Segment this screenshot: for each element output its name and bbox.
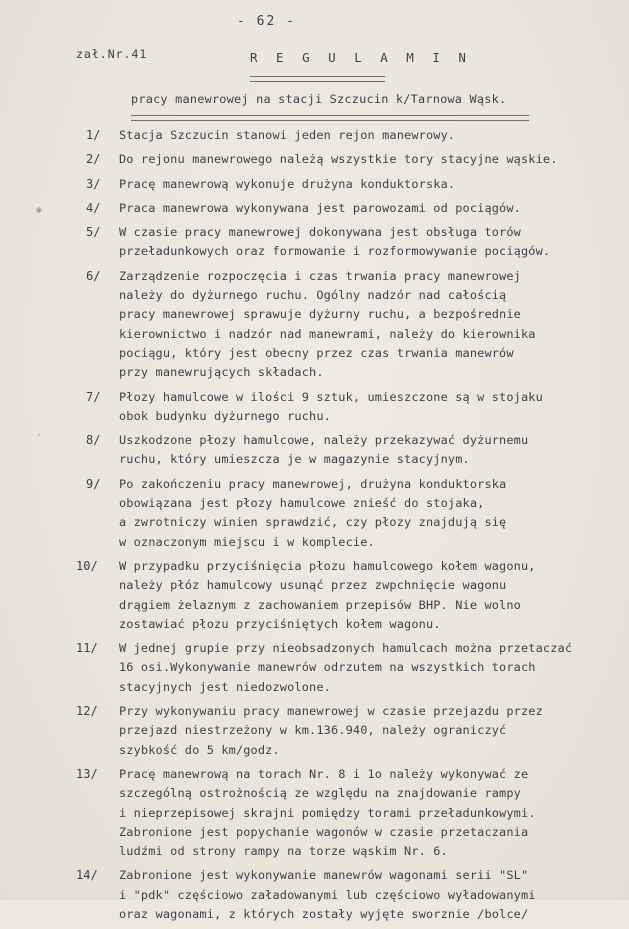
item-number: 3/ [86, 176, 101, 191]
item-text-line: W czasie pracy manewrowej dokonywana jest obsługa torów [119, 225, 521, 240]
document-subtitle: pracy manewrowej na stacji Szczucin k/Tarnowa Wąsk. [131, 92, 507, 106]
regulation-item [0, 475, 629, 552]
document-title: R E G U L A M I N [250, 50, 472, 65]
item-spacer [0, 924, 629, 929]
margin-mark: · [36, 430, 43, 441]
item-text-line: szybkość do 5 km/godz. [119, 742, 280, 757]
item-text-line: ludźmi od strony rampy na torze wąskim Nr. 6. [119, 844, 448, 859]
item-text-line: obowiązana jest płozy hamulcowe znieść do stojaka, [119, 496, 485, 511]
item-text-line: pociągu, który jest obecny przez czas trwania manewrów [119, 345, 514, 360]
regulation-item [0, 388, 629, 427]
item-text-line: W przypadku przyciśnięcia płozu hamulcowego kołem wagonu, [119, 558, 536, 573]
item-text-line: szczególną ostrożnością ze względu na znajdowanie rampy [119, 786, 521, 801]
item-text-line: obok budynku dyżurnego ruchu. [119, 408, 331, 423]
item-text-line: ruchu, który umieszcza je w magazynie stacyjnym. [119, 452, 470, 467]
item-text-line: kierownictwo i nadzór nad manewrami, należy do kierownika [119, 326, 536, 341]
regulation-item [0, 267, 629, 383]
item-number: 14/ [76, 868, 98, 883]
item-number: 5/ [86, 225, 101, 240]
item-text-line: należy do dyżurnego ruchu. Ogólny nadzór nad całością [119, 288, 507, 303]
item-text-line: i nieprzepisowej skrajni pomiędzy torami przeładunkowymi. [119, 805, 536, 820]
item-text-line: Stacja Szczucin stanowi jeden rejon manewrowy. [119, 128, 456, 142]
item-text-line: Do rejonu manewrowego należą wszystkie tory stacyjne wąskie. [119, 152, 558, 167]
item-text-line: zostawiać płozu przyciśniętych kołem wagonu. [119, 616, 441, 631]
item-number: 4/ [86, 200, 101, 215]
regulation-item [0, 150, 629, 169]
item-number: 9/ [86, 476, 101, 491]
item-text-line: przeładunkowych oraz formowanie i rozformowywanie pociągów. [119, 244, 551, 259]
item-number: 11/ [76, 641, 98, 656]
regulation-item [0, 557, 629, 634]
item-text-line: Przy wykonywaniu pracy manewrowej w czasie przejazdu przez [119, 704, 543, 719]
item-text-line: Praca manewrowa wykonywana jest parowozami od pociągów. [119, 200, 521, 215]
item-text-line: Uszkodzone płozy hamulcowe, należy przekazywać dyżurnemu [119, 433, 529, 448]
item-text-line: Zabronione jest wykonywanie manewrów wagonami serii "SL" [119, 868, 529, 883]
title-underline [250, 76, 385, 82]
item-text-line: Zarządzenie rozpoczęcia i czas trwania pracy manewrowej [119, 268, 521, 283]
regulation-item [0, 199, 629, 218]
attachment-number: zał.Nr.41 [76, 47, 148, 61]
item-text-line: 16 osi.Wykonywanie manewrów odrzutem na wszystkich torach [119, 660, 536, 675]
item-text-line: w oznaczonym miejscu i w komplecie. [119, 534, 375, 549]
item-text-line: i "pdk" częściowo załadowanymi lub częściowo wyładowanymi [119, 887, 536, 902]
item-number: 8/ [86, 433, 101, 448]
item-number: 12/ [76, 704, 98, 719]
item-text-line: należy płóz hamulcowy usunąć przez zwpchnięcie wagonu [119, 578, 507, 593]
regulation-item [0, 175, 629, 194]
regulation-item [0, 126, 629, 145]
regulation-item [0, 639, 629, 697]
item-text-line: Pracę manewrową na torach Nr. 8 i 1o należy wykonywać ze [119, 766, 529, 781]
item-text-line: pracy manewrowej sprawuje dyżurny ruchu, a bezpośrednie [119, 307, 521, 322]
item-number: 1/ [86, 128, 101, 142]
item-text-line: Pracę manewrową wykonuje drużyna konduktorska. [119, 176, 456, 191]
item-number: 10/ [76, 558, 98, 573]
item-text-line: przy manewrujących składach. [119, 365, 324, 380]
item-text-line: drągiem żelaznym z zachowaniem przepisów BHP. Nie wolno [119, 597, 521, 612]
item-text-line: oraz wagonami, z których zostały wyjęte sworznie /bolce/ [119, 906, 529, 921]
regulation-item [0, 765, 629, 861]
item-text-line: Po zakończeniu pracy manewrowej, drużyna konduktorska [119, 476, 507, 491]
item-text-line: W jednej grupie przy nieobsadzonych hamulcach można przetaczać [119, 641, 573, 656]
item-text-line: a zwrotniczy winien sprawdzić, czy płozy znajdują się [119, 515, 507, 530]
item-text-line: przejazd niestrzeżony w km.136.940, należy ograniczyć [119, 723, 507, 738]
item-text-line: Zabronione jest popychanie wagonów w czasie przetaczania [119, 824, 529, 839]
regulation-item [0, 702, 629, 760]
item-text-line: stacyjnych jest niedozwolone. [119, 679, 331, 694]
item-number: 6/ [86, 268, 101, 283]
regulation-item [0, 866, 629, 924]
page-number: - 62 - [237, 14, 296, 29]
item-number: 2/ [86, 152, 101, 167]
item-number: 7/ [86, 389, 101, 404]
regulation-list [0, 126, 629, 929]
item-number: 13/ [76, 766, 98, 781]
margin-mark: ✱ [36, 205, 43, 216]
regulation-item [0, 223, 629, 262]
regulation-item [0, 431, 629, 470]
subtitle-underline [131, 115, 529, 121]
item-text-line: Płozy hamulcowe w ilości 9 sztuk, umieszczone są w stojaku [119, 389, 543, 404]
